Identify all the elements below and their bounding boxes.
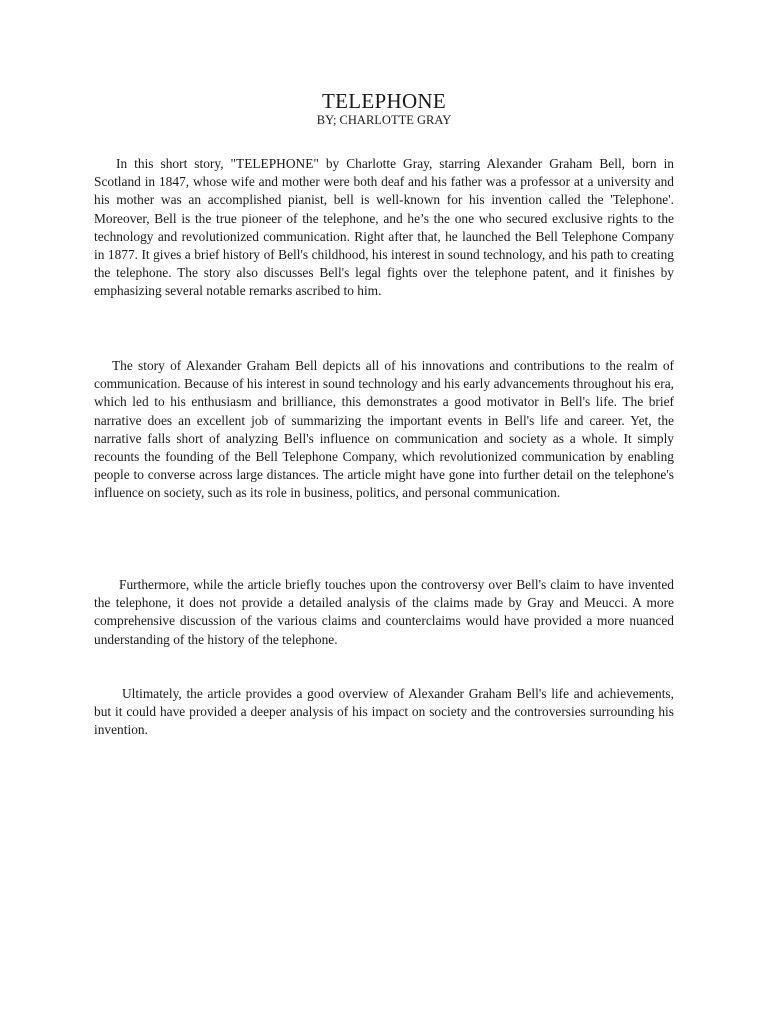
document-title: TELEPHONE: [321, 89, 446, 113]
paragraph-2: The story of Alexander Graham Bell depicts all of his innovations and contributions to the realm of communication. Because of his interest in sound technology and his early advancements throughout his era, which led to his enthusiasm and brilliance, this demonstrates a good motivator in Bell's life. The brief narrative does an excellent job of summarizing the important events in Bell's life and career. Yet, the narrative falls short of analyzing Bell's influence on communication and society as a whole. It simply recounts the founding of the Bell Telephone Company, which revolutionized communication by enabling people to converse across large distances. The article might have gone into further detail on the telephone's influence on society, such as its role in business, politics, and personal communication.: [94, 358, 674, 501]
paragraph-1: In this short story, "TELEPHONE" by Charlotte Gray, starring Alexander Graham Bell, born in Scotland in 1847, whose wife and mother were both deaf and his father was a professor at a university and his mother was an accomplished pianist, bell is well-known for his invention called the 'Telephone'. Moreover, Bell is the true pioneer of the telephone, and he’s the one who secured exclusive rights to the technology and revolutionized communication. Right after that, he launched the Bell Telephone Company in 1877. It gives a brief history of Bell's childhood, his interest in sound technology, and his path to creating the telephone. The story also discusses Bell's legal fights over the telephone patent, and it finishes by emphasizing several notable remarks ascribed to him.: [94, 156, 674, 299]
paragraph-3: Furthermore, while the article briefly touches upon the controversy over Bell's claim to have invented the telephone, it does not provide a detailed analysis of the claims made by Gray and Meucci. A more comprehensive discussion of the various claims and counterclaims would have provided a more nuanced understanding of the history of the telephone.: [94, 577, 674, 647]
document-byline: BY; CHARLOTTE GRAY: [316, 113, 452, 127]
paragraph-4: Ultimately, the article provides a good overview of Alexander Graham Bell's life and achievements, but it could have provided a deeper analysis of his impact on society and the controversies surrounding his invention.: [94, 686, 674, 738]
